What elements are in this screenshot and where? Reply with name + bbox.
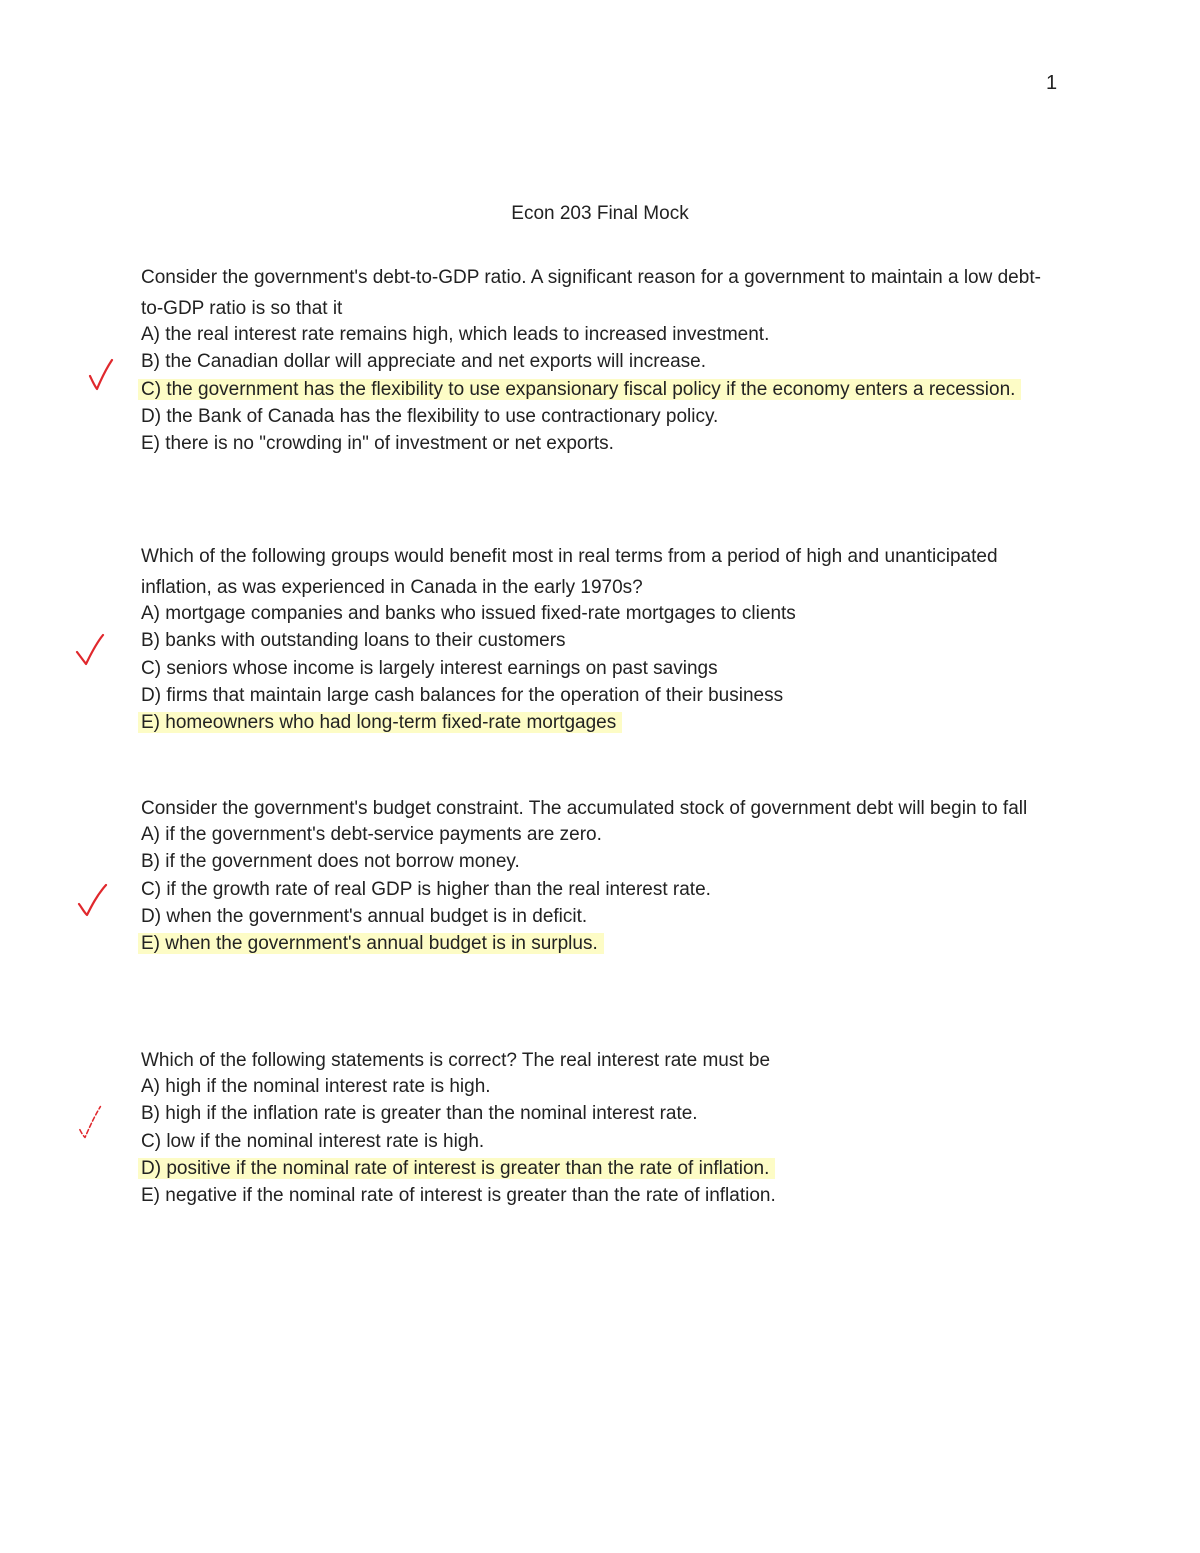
question-4 bbox=[141, 1045, 1061, 1209]
answer-option-a: A) the real interest rate remains high, which leads to increased investment. bbox=[141, 324, 770, 345]
answer-option-b: B) high if the inflation rate is greater than the nominal interest rate. bbox=[141, 1103, 698, 1125]
highlighted-answer: E) when the government's annual budget is in surplus. bbox=[138, 933, 604, 954]
question-stem: Consider the government's debt-to-GDP ratio. A significant reason for a government to maintain a low debt-to-GDP ratio is so that it bbox=[141, 267, 1041, 319]
answer-option-a: A) if the government's debt-service payments are zero. bbox=[141, 824, 602, 845]
answer-option-e: E) negative if the nominal rate of interest is greater than the rate of inflation. bbox=[141, 1185, 776, 1207]
question-stem: Consider the government's budget constraint. The accumulated stock of government debt will begin to fall bbox=[141, 798, 1028, 819]
answer-option-c: C) low if the nominal interest rate is high. bbox=[141, 1130, 485, 1152]
answer-option-d: D) the Bank of Canada has the flexibility to use contractionary policy. bbox=[141, 405, 719, 427]
answer-option-e bbox=[141, 709, 1061, 736]
answer-option-d bbox=[141, 1155, 1061, 1182]
check-mark-icon bbox=[74, 632, 108, 668]
answer-option-b: B) banks with outstanding loans to their customers bbox=[141, 630, 566, 652]
check-mark-icon bbox=[76, 882, 110, 918]
answer-option-a: A) mortgage companies and banks who issued fixed-rate mortgages to clients bbox=[141, 603, 796, 624]
question-stem: Which of the following groups would benefit most in real terms from a period of high and unanticipated inflation, as was experienced in Canada in the early 1970s? bbox=[141, 546, 998, 598]
answer-option-c: C) if the growth rate of real GDP is higher than the real interest rate. bbox=[141, 878, 711, 900]
question-stem: Which of the following statements is correct? The real interest rate must be bbox=[141, 1050, 771, 1071]
document-title: Econ 203 Final Mock bbox=[511, 203, 689, 224]
answer-option-c bbox=[141, 376, 1061, 403]
answer-option-d: D) firms that maintain large cash balances for the operation of their business bbox=[141, 684, 784, 706]
answer-option-a: A) high if the nominal interest rate is high. bbox=[141, 1076, 491, 1097]
answer-option-d: D) when the government's annual budget is in deficit. bbox=[141, 905, 588, 927]
check-mark-icon bbox=[86, 358, 120, 394]
page-number: 1 bbox=[1046, 72, 1058, 94]
answer-option-c: C) seniors whose income is largely interest earnings on past savings bbox=[141, 657, 718, 679]
highlighted-answer: E) homeowners who had long-term fixed-rate mortgages bbox=[138, 712, 622, 733]
answer-option-b: B) if the government does not borrow money. bbox=[141, 851, 520, 873]
question-3 bbox=[141, 793, 1061, 957]
check-mark-icon bbox=[74, 1104, 108, 1140]
highlighted-answer: D) positive if the nominal rate of interest is greater than the rate of inflation. bbox=[138, 1158, 775, 1179]
question-1 bbox=[141, 262, 1061, 457]
question-2 bbox=[141, 541, 1061, 736]
answer-option-e bbox=[141, 930, 1061, 957]
answer-option-e: E) there is no "crowding in" of investment or net exports. bbox=[141, 433, 614, 455]
answer-option-b: B) the Canadian dollar will appreciate and net exports will increase. bbox=[141, 351, 707, 373]
highlighted-answer: C) the government has the flexibility to use expansionary fiscal policy if the economy enters a recession. bbox=[138, 379, 1021, 400]
